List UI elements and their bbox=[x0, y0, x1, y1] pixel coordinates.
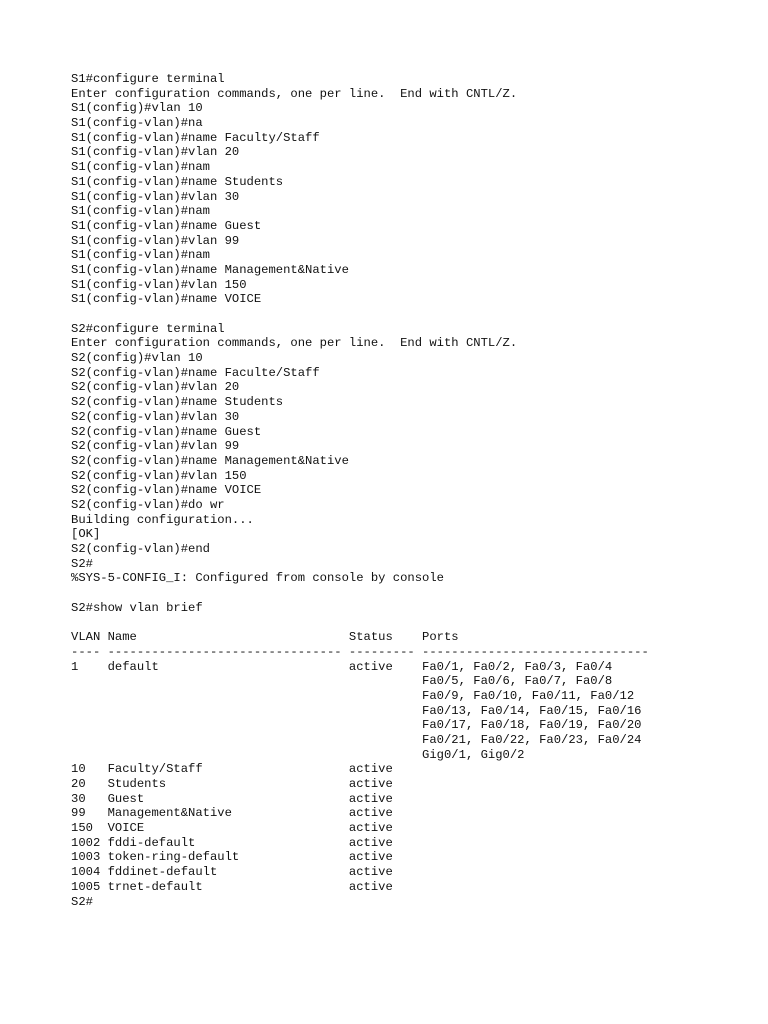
table-row: Fa0/9, Fa0/10, Fa0/11, Fa0/12 bbox=[71, 688, 635, 703]
s2-config-line: S2(config-vlan)#vlan 99 bbox=[71, 439, 240, 454]
final-prompt: S2# bbox=[71, 894, 93, 909]
table-row: Fa0/17, Fa0/18, Fa0/19, Fa0/20 bbox=[71, 718, 642, 733]
s1-config-line: S1(config)#vlan 10 bbox=[71, 101, 203, 116]
s2-config-line: S2(config-vlan)#name Management&Native bbox=[71, 453, 349, 468]
s2-config-line: %SYS-5-CONFIG_I: Configured from console by console bbox=[71, 571, 444, 586]
s2-config-line: Enter configuration commands, one per line. End with CNTL/Z. bbox=[71, 336, 518, 351]
s2-config-line: S2(config-vlan)#name VOICE bbox=[71, 483, 262, 498]
table-row: 99 Management&Native active bbox=[71, 806, 393, 821]
table-row: 30 Guest active bbox=[71, 791, 393, 806]
s1-config-line: S1(config-vlan)#vlan 30 bbox=[71, 189, 240, 204]
table-row: 1005 trnet-default active bbox=[71, 879, 393, 894]
s1-config-line: S1(config-vlan)#na bbox=[71, 116, 203, 131]
s2-config-block bbox=[71, 322, 751, 586]
s1-config-line: S1(config-vlan)#name Guest bbox=[71, 218, 262, 233]
s2-config-line: S2(config-vlan)#vlan 20 bbox=[71, 380, 240, 395]
s2-config-line: S2#configure terminal bbox=[71, 321, 225, 336]
table-row: 20 Students active bbox=[71, 777, 393, 791]
s2-config-line: Building configuration... bbox=[71, 512, 254, 527]
table-row: 1002 fddi-default active bbox=[71, 835, 393, 850]
s2-config-line: S2(config-vlan)#name Students bbox=[71, 395, 284, 410]
s1-config-line: S1(config-vlan)#name VOICE bbox=[71, 292, 262, 307]
s1-config-line: S1(config-vlan)#vlan 99 bbox=[71, 233, 240, 248]
s1-config-line: S1(config-vlan)#name Faculty/Staff bbox=[71, 130, 320, 145]
terminal-transcript bbox=[71, 72, 751, 909]
table-row: Fa0/13, Fa0/14, Fa0/15, Fa0/16 bbox=[71, 703, 642, 718]
s1-config-line: S1(config-vlan)#vlan 150 bbox=[71, 277, 247, 292]
s2-config-line: S2(config-vlan)#do wr bbox=[71, 497, 225, 512]
blank-line bbox=[71, 307, 751, 322]
vlan-table-header: VLAN Name Status Ports bbox=[71, 630, 459, 645]
blank-line bbox=[71, 615, 751, 630]
table-row: Gig0/1, Gig0/2 bbox=[71, 747, 525, 762]
s2-config-line: S2(config-vlan)#name Guest bbox=[71, 424, 262, 439]
table-row: 1003 token-ring-default active bbox=[71, 850, 393, 865]
table-row: 10 Faculty/Staff active bbox=[71, 762, 393, 777]
s1-config-line: Enter configuration commands, one per line. End with CNTL/Z. bbox=[71, 86, 518, 101]
s1-config-line: S1(config-vlan)#nam bbox=[71, 160, 210, 175]
vlan-brief-table bbox=[71, 630, 751, 894]
show-vlan-command: S2#show vlan brief bbox=[71, 600, 203, 615]
s2-config-line: S2(config)#vlan 10 bbox=[71, 351, 203, 366]
s2-config-line: S2(config-vlan)#name Faculte/Staff bbox=[71, 365, 320, 380]
table-row: 1 default active Fa0/1, Fa0/2, Fa0/3, Fa0/4 bbox=[71, 659, 613, 674]
s1-config-line: S1(config-vlan)#name Management&Native bbox=[71, 262, 349, 277]
s1-config-line: S1(config-vlan)#name Students bbox=[71, 174, 284, 189]
table-row: 150 VOICE active bbox=[71, 821, 393, 836]
s1-config-block bbox=[71, 72, 751, 307]
s2-config-line: S2(config-vlan)#vlan 30 bbox=[71, 409, 240, 424]
s1-config-line: S1#configure terminal bbox=[71, 72, 225, 86]
table-row: 1004 fddinet-default active bbox=[71, 865, 393, 880]
table-row: Fa0/21, Fa0/22, Fa0/23, Fa0/24 bbox=[71, 732, 642, 747]
s1-config-line: S1(config-vlan)#nam bbox=[71, 248, 210, 263]
s2-config-line: S2(config-vlan)#vlan 150 bbox=[71, 468, 247, 483]
table-row: Fa0/5, Fa0/6, Fa0/7, Fa0/8 bbox=[71, 674, 613, 689]
s1-config-line: S1(config-vlan)#vlan 20 bbox=[71, 145, 240, 160]
vlan-table-separator: ---- -------------------------------- --------- ------------------------------- bbox=[71, 644, 649, 659]
s1-config-line: S1(config-vlan)#nam bbox=[71, 204, 210, 219]
s2-config-line: [OK] bbox=[71, 527, 101, 542]
s2-config-line: S2(config-vlan)#end bbox=[71, 542, 210, 556]
blank-line bbox=[71, 586, 751, 601]
s2-config-line: S2# bbox=[71, 556, 93, 571]
